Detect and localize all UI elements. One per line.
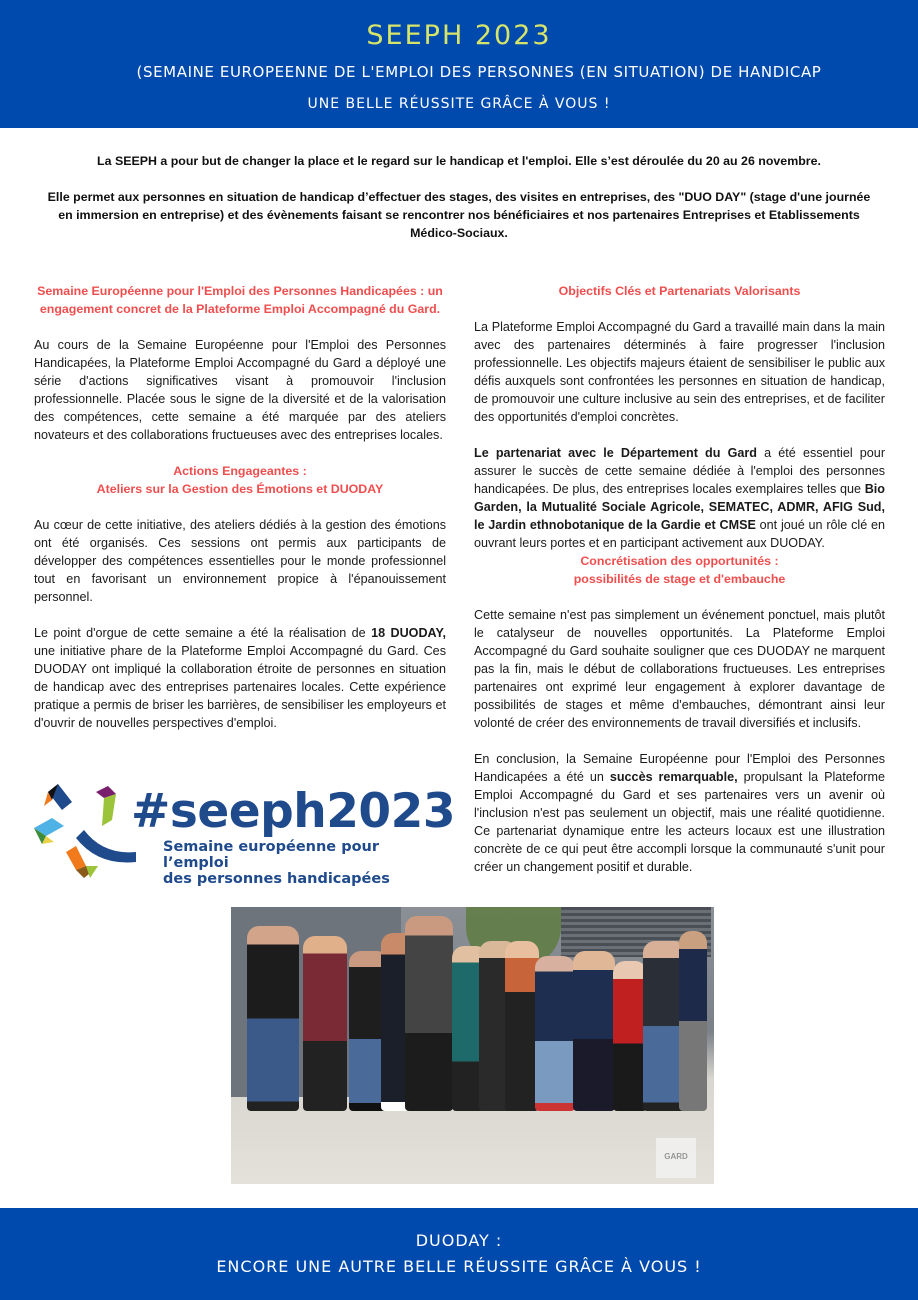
seeph-logo-mark-icon	[28, 780, 138, 885]
right-paragraph-4-text-b: propulsant la Plateforme Emploi Accompagné du Gard et ses partenaires vers un avenir où l'inclusion n'est pas seulement un objectif, mais une réalité quotidienne. Ce partenariat dynamique entre les acteurs locaux est une illustration concrète de ce qui peut être accompli lorsque la communauté s'unit pour créer un changement positif et durable.	[474, 770, 885, 874]
logo-hashtag: #seeph2023	[131, 784, 456, 839]
page-title: SEEPH 2023	[366, 20, 552, 51]
right-paragraph-2	[474, 444, 885, 552]
right-paragraph-4	[474, 750, 885, 876]
left-paragraph-3-text-b: une initiative phare de la Plateforme Emploi Accompagné du Gard. Ces DUODAY ont impliqué la collaboration étroite de personnes en situation de handicap avec des entreprises partenaires locales. Cette expérience pratique a permis de briser les barrières, de sensibiliser les employeurs et d'ouvrir de nouvelles perspectives d'emploi.	[34, 644, 446, 730]
right-paragraph-3: Cette semaine n'est pas simplement un événement ponctuel, mais plutôt le catalyseur de nouvelles opportunités. La Plateforme Emploi Accompagné du Gard souhaite souligner que ces DUODAY ne marquent pas la fin, mais le début de collaborations fructueuses. Les entreprises partenaires ont exprimé leur engagement à explorer davantage de possibilités de stages et même d'embauches, démontrant ainsi leur volonté de créer des environnements de travail diversifiés et inclusifs.	[474, 608, 885, 730]
seeph-logo	[28, 780, 456, 887]
left-paragraph-3	[34, 624, 446, 732]
logo-subtitle-line-2: des personnes handicapées	[163, 871, 390, 887]
page-subtitle: (SEMAINE EUROPEENNE DE L'EMPLOI DES PERSONNES (EN SITUATION) DE HANDICAP	[136, 63, 822, 81]
left-heading-2-line-1: Actions Engageantes :	[173, 464, 307, 478]
right-paragraph-2-text-b: ont joué un rôle clé en ouvrant leurs portes et en participant activement aux DUODAY.	[474, 518, 885, 550]
right-heading-2	[474, 552, 885, 588]
left-paragraph-1: Au cours de la Semaine Européenne pour l'Emploi des Personnes Handicapées, la Plateforme Emploi Accompagné du Gard a déployé une série d'actions significatives visant à promouvoir l'inclusion professionnelle. Placée sous le signe de la diversité et de la valorisation des compétences, cette semaine a été marquée par des ateliers novateurs et des collaborations fructueuses avec des entreprises locales.	[34, 338, 446, 442]
right-heading-1: Objectifs Clés et Partenariats Valorisants	[558, 284, 801, 298]
logo-subtitle	[163, 839, 438, 887]
page-tagline: UNE BELLE RÉUSSITE GRÂCE À VOUS !	[307, 96, 611, 112]
right-heading-2-line-2: possibilités de stage et d'embauche	[573, 572, 786, 586]
partner-companies: Bio Garden, la Mutualité Sociale Agricole, SEMATEC, ADMR, AFIG Sud, le Jardin ethnobotanique de la Gardie et CMSE	[474, 482, 885, 532]
header-banner	[0, 0, 918, 128]
right-paragraph-1: La Plateforme Emploi Accompagné du Gard a travaillé main dans la main avec des partenaires déterminés à faire progresser l'inclusion professionnelle. Les objectifs majeurs étaient de sensibiliser le public aux défis auxquels sont confrontées les personnes en situation de handicap, de promouvoir une culture inclusive au sein des entreprises, et de faciliter des opportunités d'emploi concrètes.	[474, 320, 885, 424]
left-column	[34, 282, 446, 732]
footer-line-1: DUODAY :	[415, 1231, 503, 1250]
footer-banner	[0, 1208, 918, 1300]
success-highlight: succès remarquable,	[609, 770, 738, 784]
group-photo	[231, 907, 714, 1184]
duoday-count: 18 DUODAY,	[371, 626, 446, 640]
left-paragraph-2: Au cœur de cette initiative, des ateliers dédiés à la gestion des émotions ont été organisés. Ces sessions ont permis aux participants de développer des compétences essentielles pour le monde professionnel tout en favorisant un environnement propice à l'épanouissement personnel.	[34, 518, 446, 604]
logo-subtitle-line-1: Semaine européenne pour l’emploi	[163, 839, 380, 871]
gard-badge: GARD	[656, 1138, 696, 1178]
right-heading-2-line-1: Concrétisation des opportunités :	[580, 554, 779, 568]
left-heading-1: Semaine Européenne pour l'Emploi des Personnes Handicapées : un engagement concret de la Plateforme Emploi Accompagné du Gard.	[37, 284, 443, 316]
partner-department: Le partenariat avec le Département du Gard	[474, 446, 757, 460]
intro-paragraph-1: La SEEPH a pour but de changer la place et le regard sur le handicap et l'emploi. Elle s’est déroulée du 20 au 26 novembre.	[97, 154, 821, 168]
left-heading-2-line-2: Ateliers sur la Gestion des Émotions et DUODAY	[96, 482, 384, 496]
intro-section	[40, 152, 878, 242]
intro-paragraph-2: Elle permet aux personnes en situation de handicap d’effectuer des stages, des visites en entreprises, des "DUO DAY" (stage d'une journée en immersion en entreprise) et des évènements faisant se rencontrer nos bénéficiaires et nos partenaires Entreprises et Etablissements Médico-Sociaux.	[47, 190, 871, 240]
right-paragraph-4-text-a: En conclusion, la Semaine Européenne pour l'Emploi des Personnes Handicapées a été un	[474, 752, 885, 784]
left-heading-2	[34, 462, 446, 498]
right-column	[474, 282, 885, 876]
photo-people	[247, 921, 707, 1111]
footer-line-2: ENCORE UNE AUTRE BELLE RÉUSSITE GRÂCE À VOUS !	[216, 1257, 702, 1276]
left-paragraph-3-text-a: Le point d'orgue de cette semaine a été la réalisation de	[34, 626, 372, 640]
right-paragraph-2-text-a: a été essentiel pour assurer le succès de cette semaine dédiée à l'emploi des personnes handicapées. De plus, des entreprises locales exemplaires telles que	[474, 446, 886, 496]
